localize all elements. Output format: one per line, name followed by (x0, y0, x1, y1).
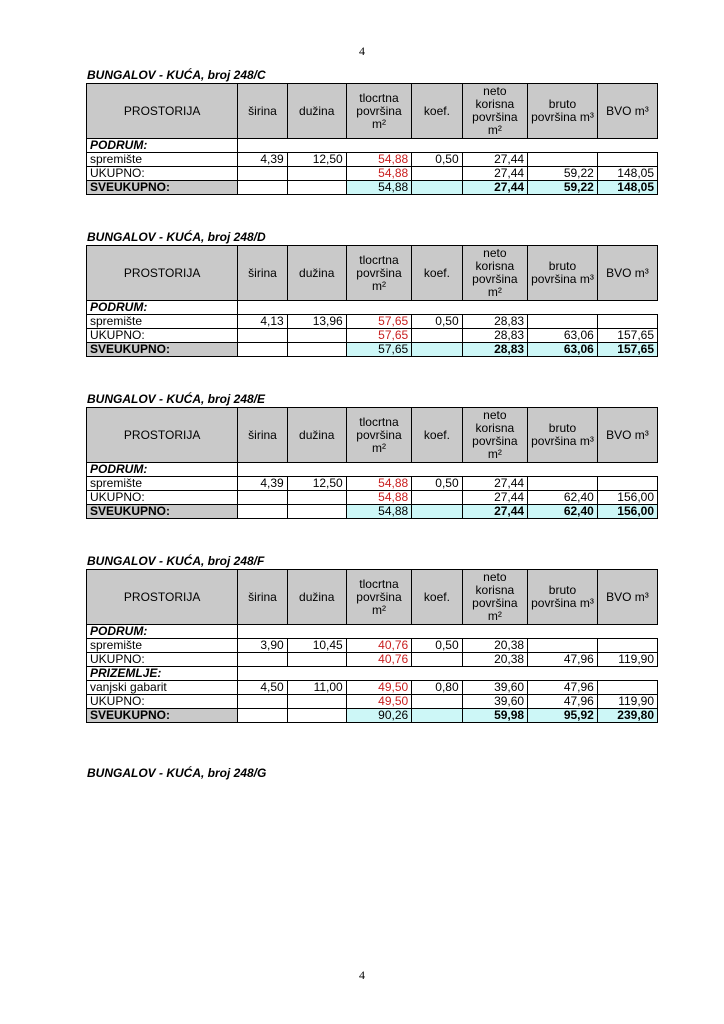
section-spacer (238, 139, 658, 153)
total-bvo: 148,05 (597, 181, 657, 195)
section-label: PODRUM: (87, 301, 238, 315)
section-spacer (238, 463, 658, 477)
width-cell (238, 167, 287, 181)
section-label: PODRUM: (87, 463, 238, 477)
bvo-cell: 148,05 (597, 167, 657, 181)
table-header-row (87, 570, 658, 625)
room-cell: spremište (87, 153, 238, 167)
room-cell: spremište (87, 639, 238, 653)
net-area-cell: 27,44 (462, 491, 527, 505)
net-area-cell: 39,60 (462, 695, 527, 709)
grand-total-row (87, 505, 658, 519)
width-cell (238, 695, 287, 709)
coef-cell (412, 653, 462, 667)
bvo-cell: 156,00 (597, 491, 657, 505)
total-length-cell (287, 181, 346, 195)
coef-cell: 0,50 (412, 315, 462, 329)
header-room: PROSTORIJA (87, 570, 238, 625)
coef-cell (412, 167, 462, 181)
header-floor-area: tlocrtna površina m² (346, 246, 411, 301)
total-label: SVEUKUPNO: (87, 505, 238, 519)
gross-area-cell: 47,96 (528, 681, 598, 695)
net-area-cell: 27,44 (462, 167, 527, 181)
total-gross-area: 95,92 (528, 709, 598, 723)
gross-area-cell: 62,40 (528, 491, 598, 505)
bvo-cell (597, 681, 657, 695)
net-area-cell: 28,83 (462, 329, 527, 343)
header-length: dužina (287, 570, 346, 625)
page-number-bottom: 4 (359, 968, 365, 982)
table-row (87, 315, 658, 329)
table-title: BUNGALOV - KUĆA, broj 248/E (87, 392, 266, 406)
header-gross-area: bruto površina m³ (528, 246, 598, 301)
section-spacer (238, 625, 658, 639)
section-row (87, 625, 658, 639)
bvo-cell (597, 153, 657, 167)
header-room: PROSTORIJA (87, 408, 238, 463)
section-label: PODRUM: (87, 139, 238, 153)
coef-cell (412, 695, 462, 709)
area-table (86, 569, 658, 723)
room-cell: spremište (87, 315, 238, 329)
net-area-cell: 27,44 (462, 477, 527, 491)
total-net-area: 28,83 (462, 343, 527, 357)
length-cell: 13,96 (287, 315, 346, 329)
total-gross-area: 59,22 (528, 181, 598, 195)
floor-area-cell: 54,88 (346, 167, 411, 181)
header-bvo: BVO m³ (597, 84, 657, 139)
bvo-cell: 119,90 (597, 653, 657, 667)
coef-cell: 0,80 (412, 681, 462, 695)
net-area-cell: 28,83 (462, 315, 527, 329)
table-row (87, 477, 658, 491)
header-net-area: neto korisna površina m² (462, 408, 527, 463)
coef-cell: 0,50 (412, 153, 462, 167)
length-cell: 12,50 (287, 153, 346, 167)
section-label: PODRUM: (87, 625, 238, 639)
header-width: širina (238, 408, 287, 463)
area-table (86, 245, 658, 357)
header-net-area: neto korisna površina m² (462, 570, 527, 625)
floor-area-cell: 40,76 (346, 653, 411, 667)
page-number-top: 4 (359, 44, 365, 58)
length-cell: 11,00 (287, 681, 346, 695)
length-cell: 10,45 (287, 639, 346, 653)
header-length: dužina (287, 246, 346, 301)
header-coef: koef. (412, 246, 462, 301)
header-gross-area: bruto površina m³ (528, 84, 598, 139)
floor-area-cell: 57,65 (346, 315, 411, 329)
gross-area-cell (528, 477, 598, 491)
header-width: širina (238, 570, 287, 625)
length-cell (287, 653, 346, 667)
bvo-cell: 119,90 (597, 695, 657, 709)
total-floor-area: 57,65 (346, 343, 411, 357)
total-bvo: 157,65 (597, 343, 657, 357)
table-row (87, 639, 658, 653)
length-cell (287, 491, 346, 505)
bvo-cell (597, 639, 657, 653)
grand-total-row (87, 181, 658, 195)
header-bvo: BVO m³ (597, 246, 657, 301)
width-cell: 4,39 (238, 153, 287, 167)
length-cell: 12,50 (287, 477, 346, 491)
room-cell: spremište (87, 477, 238, 491)
width-cell (238, 329, 287, 343)
header-width: širina (238, 246, 287, 301)
total-bvo: 239,80 (597, 709, 657, 723)
net-area-cell: 20,38 (462, 639, 527, 653)
table-title: BUNGALOV - KUĆA, broj 248/C (87, 68, 266, 82)
bvo-cell: 157,65 (597, 329, 657, 343)
total-width-cell (238, 343, 287, 357)
table-title: BUNGALOV - KUĆA, broj 248/F (87, 554, 265, 568)
gross-area-cell: 47,96 (528, 653, 598, 667)
total-length-cell (287, 343, 346, 357)
header-width: širina (238, 84, 287, 139)
header-floor-area: tlocrtna površina m² (346, 408, 411, 463)
total-label: SVEUKUPNO: (87, 709, 238, 723)
floor-area-cell: 49,50 (346, 695, 411, 709)
header-coef: koef. (412, 408, 462, 463)
table-header-row (87, 246, 658, 301)
header-gross-area: bruto površina m³ (528, 408, 598, 463)
section-label: PRIZEMLJE: (87, 667, 238, 681)
net-area-cell: 39,60 (462, 681, 527, 695)
total-coef-cell (412, 709, 462, 723)
header-coef: koef. (412, 570, 462, 625)
total-label: SVEUKUPNO: (87, 343, 238, 357)
header-length: dužina (287, 84, 346, 139)
section-row (87, 139, 658, 153)
header-room: PROSTORIJA (87, 246, 238, 301)
room-cell: vanjski gabarit (87, 681, 238, 695)
table-row (87, 653, 658, 667)
total-floor-area: 54,88 (346, 181, 411, 195)
total-length-cell (287, 505, 346, 519)
gross-area-cell (528, 639, 598, 653)
next-section-title: BUNGALOV - KUĆA, broj 248/G (87, 766, 267, 780)
header-net-area: neto korisna površina m² (462, 84, 527, 139)
total-net-area: 27,44 (462, 181, 527, 195)
total-coef-cell (412, 181, 462, 195)
total-label: SVEUKUPNO: (87, 181, 238, 195)
length-cell (287, 329, 346, 343)
total-coef-cell (412, 343, 462, 357)
gross-area-cell (528, 315, 598, 329)
total-length-cell (287, 709, 346, 723)
floor-area-cell: 54,88 (346, 153, 411, 167)
header-floor-area: tlocrtna površina m² (346, 84, 411, 139)
width-cell: 3,90 (238, 639, 287, 653)
bvo-cell (597, 315, 657, 329)
coef-cell (412, 329, 462, 343)
width-cell (238, 491, 287, 505)
total-net-area: 27,44 (462, 505, 527, 519)
table-title: BUNGALOV - KUĆA, broj 248/D (87, 230, 266, 244)
gross-area-cell: 47,96 (528, 695, 598, 709)
table-row (87, 329, 658, 343)
floor-area-cell: 40,76 (346, 639, 411, 653)
total-width-cell (238, 709, 287, 723)
total-coef-cell (412, 505, 462, 519)
header-length: dužina (287, 408, 346, 463)
total-gross-area: 62,40 (528, 505, 598, 519)
table-header-row (87, 408, 658, 463)
width-cell: 4,50 (238, 681, 287, 695)
header-coef: koef. (412, 84, 462, 139)
area-table (86, 407, 658, 519)
table-header-row (87, 84, 658, 139)
room-cell: UKUPNO: (87, 653, 238, 667)
section-row (87, 667, 658, 681)
header-bvo: BVO m³ (597, 408, 657, 463)
room-cell: UKUPNO: (87, 695, 238, 709)
header-net-area: neto korisna površina m² (462, 246, 527, 301)
header-gross-area: bruto površina m³ (528, 570, 598, 625)
header-bvo: BVO m³ (597, 570, 657, 625)
floor-area-cell: 54,88 (346, 491, 411, 505)
section-row (87, 463, 658, 477)
total-floor-area: 90,26 (346, 709, 411, 723)
section-spacer (238, 301, 658, 315)
floor-area-cell: 49,50 (346, 681, 411, 695)
table-row (87, 695, 658, 709)
total-floor-area: 54,88 (346, 505, 411, 519)
grand-total-row (87, 343, 658, 357)
coef-cell: 0,50 (412, 639, 462, 653)
gross-area-cell: 63,06 (528, 329, 598, 343)
floor-area-cell: 54,88 (346, 477, 411, 491)
floor-area-cell: 57,65 (346, 329, 411, 343)
coef-cell (412, 491, 462, 505)
bvo-cell (597, 477, 657, 491)
gross-area-cell (528, 153, 598, 167)
net-area-cell: 20,38 (462, 653, 527, 667)
length-cell (287, 695, 346, 709)
grand-total-row (87, 709, 658, 723)
table-row (87, 491, 658, 505)
section-row (87, 301, 658, 315)
section-spacer (238, 667, 658, 681)
width-cell: 4,13 (238, 315, 287, 329)
table-row (87, 681, 658, 695)
width-cell (238, 653, 287, 667)
total-gross-area: 63,06 (528, 343, 598, 357)
total-width-cell (238, 505, 287, 519)
table-row (87, 167, 658, 181)
header-room: PROSTORIJA (87, 84, 238, 139)
room-cell: UKUPNO: (87, 491, 238, 505)
coef-cell: 0,50 (412, 477, 462, 491)
total-net-area: 59,98 (462, 709, 527, 723)
area-table (86, 83, 658, 195)
table-row (87, 153, 658, 167)
net-area-cell: 27,44 (462, 153, 527, 167)
gross-area-cell: 59,22 (528, 167, 598, 181)
room-cell: UKUPNO: (87, 329, 238, 343)
total-width-cell (238, 181, 287, 195)
width-cell: 4,39 (238, 477, 287, 491)
header-floor-area: tlocrtna površina m² (346, 570, 411, 625)
room-cell: UKUPNO: (87, 167, 238, 181)
length-cell (287, 167, 346, 181)
total-bvo: 156,00 (597, 505, 657, 519)
